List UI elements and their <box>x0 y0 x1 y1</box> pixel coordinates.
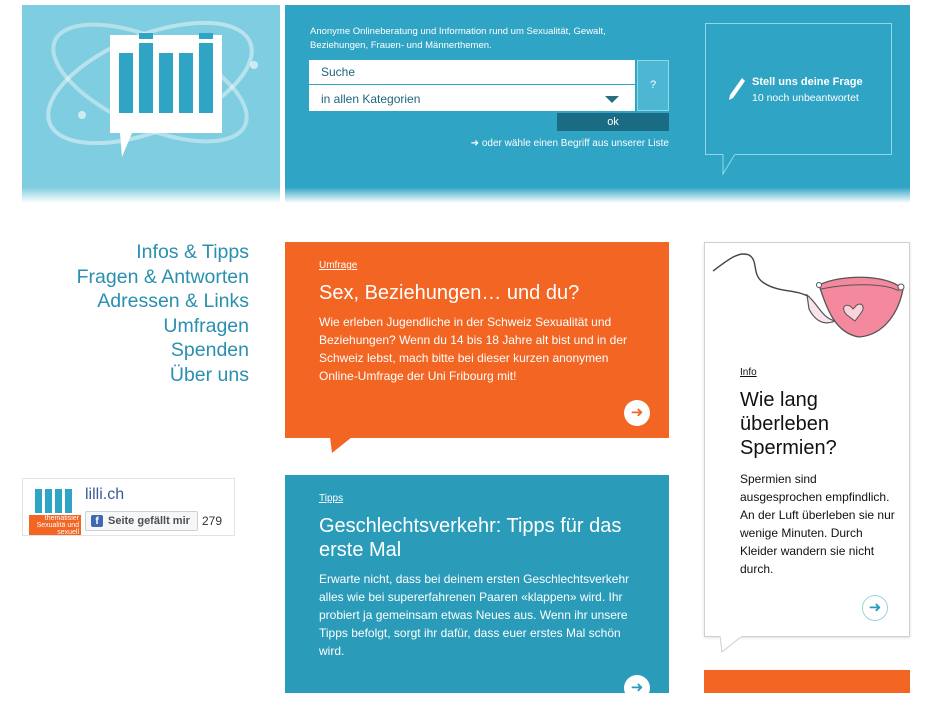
unanswered-count: 10 noch unbeantwortet <box>752 92 859 104</box>
search-input[interactable]: Suche <box>309 60 635 84</box>
facebook-page-name[interactable]: lilli.ch <box>85 486 125 503</box>
nav-item-umfragen[interactable]: Umfragen <box>163 314 249 337</box>
term-list-link-label: oder wähle einen Begriff aus unserer Liste <box>481 138 669 149</box>
card-info-title[interactable]: Wie lang überleben Spermien? <box>740 389 837 459</box>
category-select-value: in allen Kategorien <box>321 92 421 106</box>
card-next-partial[interactable] <box>704 670 910 693</box>
main-nav <box>20 240 249 387</box>
card-tips[interactable] <box>285 475 669 696</box>
nav-item-ueber-uns[interactable]: Über uns <box>169 363 249 386</box>
search-ok-button[interactable]: ok <box>557 113 669 131</box>
search-panel <box>285 5 910 203</box>
speech-tail-icon <box>705 154 745 178</box>
card-tips-title[interactable]: Geschlechtsverkehr: Tipps für das erste Mal <box>319 515 622 561</box>
card-survey[interactable] <box>285 242 669 438</box>
facebook-like-count: 279 <box>202 514 223 528</box>
facebook-page-thumbnail[interactable] <box>29 485 81 536</box>
card-tips-text: Erwarte nicht, dass bei deinem ersten Geschlechtsverkehr alles wie bei supererfahrenen Paaren «klappen» wird. Ihr probiert ja gemeinsam etwas Neues aus. Wenn ihr unsere Tipps befolgt, sorgt ihr dafür, dass euer erstes Mal schön wird. <box>319 572 630 658</box>
card-info-tail-icon <box>720 636 750 654</box>
site-tagline: Anonyme Onlineberatung und Information rund um Sexualität, Gewalt, Beziehungen, Frauen- und Männerthemen. <box>310 26 606 51</box>
lilli-logo-icon <box>22 5 280 203</box>
nav-item-spenden[interactable]: Spenden <box>170 339 249 361</box>
facebook-like-label: Seite gefällt mir <box>108 515 190 527</box>
card-info-text: Spermien sind ausgesprochen empfindlich. An der Luft überleben sie nur wenige Minuten. Durch Kleider wandern sie nicht durch. <box>740 472 895 576</box>
ask-question-bubble[interactable] <box>705 23 892 155</box>
category-select[interactable] <box>309 85 635 111</box>
facebook-like-widget <box>22 478 235 536</box>
caret-down-icon <box>605 96 619 103</box>
logo-panel[interactable] <box>22 5 280 203</box>
card-info-tag[interactable]: Info <box>740 367 757 378</box>
arrow-right-circle-icon[interactable]: ➜ <box>624 675 650 701</box>
search-help-button[interactable]: ? <box>637 60 669 111</box>
pencil-icon <box>728 76 746 102</box>
card-survey-text: Wie erleben Jugendliche in der Schweiz Sexualität und Beziehungen? Wenn du 14 bis 18 Jahre alt bist und in der Schweiz lebst, mach bitte bei dieser kurzen anonymen Online-Umfrage der Uni Fribourg mit! <box>319 315 627 383</box>
nav-item-adressen-links[interactable]: Adressen & Links <box>97 290 249 312</box>
card-survey-tag[interactable]: Umfrage <box>319 260 358 271</box>
nav-item-infos-tipps[interactable]: Infos & Tipps <box>136 241 249 263</box>
nav-item-fragen-antworten[interactable]: Fragen & Antworten <box>76 265 249 288</box>
arrow-right-icon: ➜ <box>470 138 480 149</box>
card-tips-tag[interactable]: Tipps <box>319 493 344 504</box>
underwear-illustration-icon <box>709 249 905 339</box>
card-info[interactable] <box>704 242 910 637</box>
facebook-thumb-caption: thematisier Sexualitä und sexuell <box>29 515 81 536</box>
arrow-right-circle-icon[interactable]: ➜ <box>862 595 888 621</box>
card-survey-tail-icon <box>330 437 360 455</box>
term-list-link[interactable] <box>435 138 669 149</box>
facebook-like-button[interactable] <box>85 511 198 531</box>
ask-question-title: Stell uns deine Frage <box>752 76 863 88</box>
lilli-thumb-logo-icon <box>29 485 81 515</box>
card-survey-title[interactable]: Sex, Beziehungen… und du? <box>319 282 580 304</box>
facebook-f-icon: f <box>91 515 103 527</box>
arrow-right-circle-icon[interactable]: ➜ <box>624 400 650 426</box>
